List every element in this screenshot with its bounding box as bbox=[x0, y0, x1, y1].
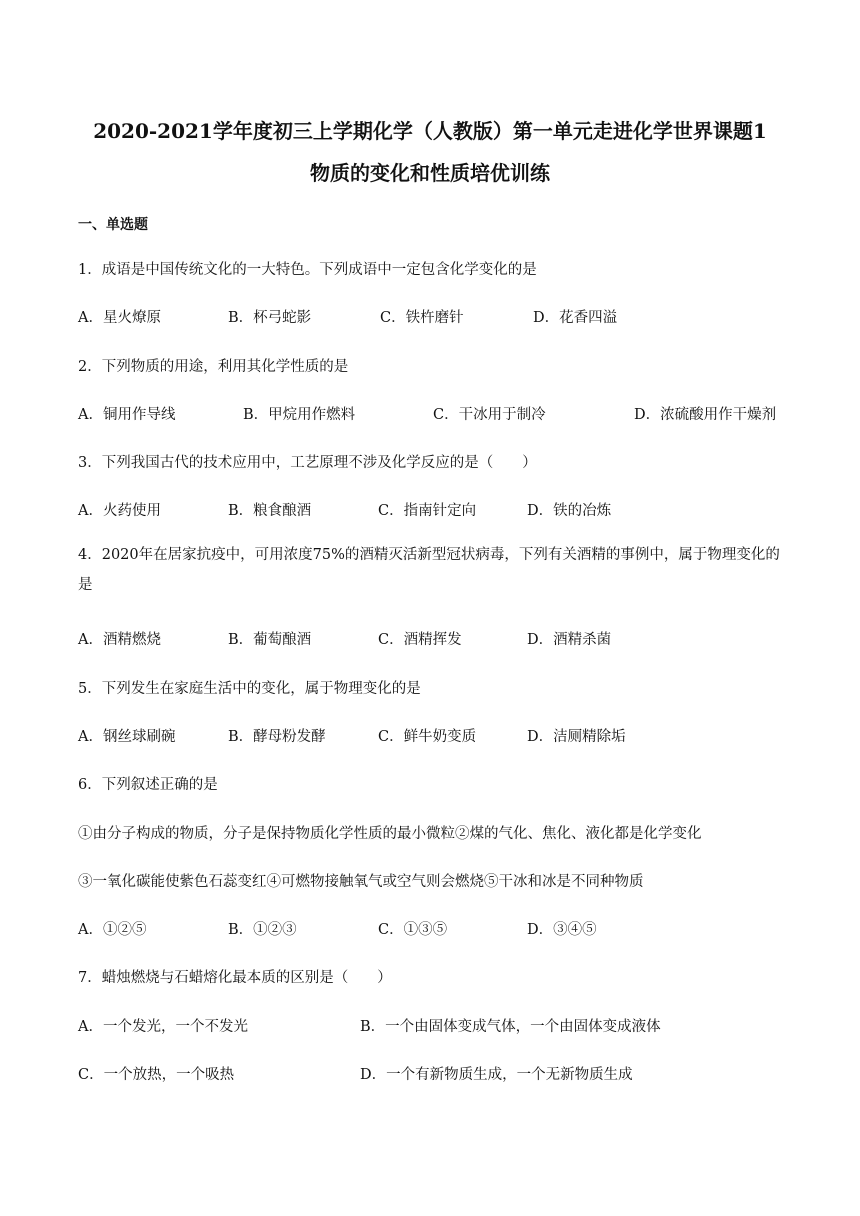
question-4-option-c: C．酒精挥发 bbox=[378, 632, 462, 648]
question-1-option-c: C．铁杵磨针 bbox=[380, 310, 464, 326]
question-1-option-b: B．杯弓蛇影 bbox=[228, 310, 312, 326]
question-6-statement-line-2: ③一氧化碳能使紫色石蕊变红④可燃物接触氧气或空气则会燃烧⑤干冰和冰是不同种物质 bbox=[78, 874, 644, 890]
question-5-option-b: B．酵母粉发酵 bbox=[228, 729, 326, 745]
question-6-stem: 6．下列叙述正确的是 bbox=[78, 777, 218, 793]
question-4-stem: 4．2020年在居家抗疫中，可用浓度75%的酒精灭活新型冠状病毒，下列有关酒精的事例中，属于物理变化的是 bbox=[78, 547, 780, 593]
question-5-option-d: D．洁厕精除垢 bbox=[527, 729, 626, 745]
document-title-line-1: 2020-2021学年度初三上学期化学（人教版）第一单元走进化学世界课题1 bbox=[93, 119, 767, 143]
question-7-option-d: D．一个有新物质生成，一个无新物质生成 bbox=[360, 1067, 633, 1083]
question-4-option-a: A．酒精燃烧 bbox=[78, 632, 161, 648]
question-5-stem: 5．下列发生在家庭生活中的变化，属于物理变化的是 bbox=[78, 681, 421, 697]
document-title-line-2: 物质的变化和性质培优训练 bbox=[310, 161, 550, 185]
question-2-stem: 2．下列物质的用途，利用其化学性质的是 bbox=[78, 359, 349, 375]
question-3-option-c: C．指南针定向 bbox=[378, 503, 477, 519]
question-2-option-d: D．浓硫酸用作干燥剂 bbox=[634, 407, 777, 423]
question-4-option-b: B．葡萄酿酒 bbox=[228, 632, 312, 648]
question-3-stem: 3．下列我国古代的技术应用中，工艺原理不涉及化学反应的是（ ） bbox=[78, 455, 537, 471]
question-1-stem: 1．成语是中国传统文化的一大特色。下列成语中一定包含化学变化的是 bbox=[78, 262, 537, 278]
question-7-option-c: C．一个放热，一个吸热 bbox=[78, 1067, 235, 1083]
question-3-option-b: B．粮食酿酒 bbox=[228, 503, 312, 519]
question-6-option-b: B．①②③ bbox=[228, 922, 297, 938]
question-7-option-b: B．一个由固体变成气体，一个由固体变成液体 bbox=[360, 1019, 661, 1035]
question-6-option-a: A．①②⑤ bbox=[78, 922, 147, 938]
question-5-option-c: C．鲜牛奶变质 bbox=[378, 729, 477, 745]
question-6-option-d: D．③④⑤ bbox=[527, 922, 597, 938]
question-1-option-a: A．星火燎原 bbox=[78, 310, 161, 326]
question-1-option-d: D．花香四溢 bbox=[533, 310, 618, 326]
question-4-option-d: D．酒精杀菌 bbox=[527, 632, 612, 648]
question-2-option-c: C．干冰用于制冷 bbox=[433, 407, 546, 423]
question-3-option-a: A．火药使用 bbox=[78, 503, 161, 519]
question-3-option-d: D．铁的冶炼 bbox=[527, 503, 612, 519]
question-2-option-a: A．铜用作导线 bbox=[78, 407, 176, 423]
question-7-stem: 7．蜡烛燃烧与石蜡熔化最本质的区别是（ ） bbox=[78, 970, 392, 986]
question-2-option-b: B．甲烷用作燃料 bbox=[243, 407, 356, 423]
question-6-statement-line-1: ①由分子构成的物质，分子是保持物质化学性质的最小微粒②煤的气化、焦化、液化都是化学变化 bbox=[78, 826, 702, 842]
section-heading: 一、单选题 bbox=[78, 217, 148, 233]
question-6-option-c: C．①③⑤ bbox=[378, 922, 448, 938]
question-7-option-a: A．一个发光，一个不发光 bbox=[78, 1019, 248, 1035]
question-5-option-a: A．钢丝球刷碗 bbox=[78, 729, 176, 745]
